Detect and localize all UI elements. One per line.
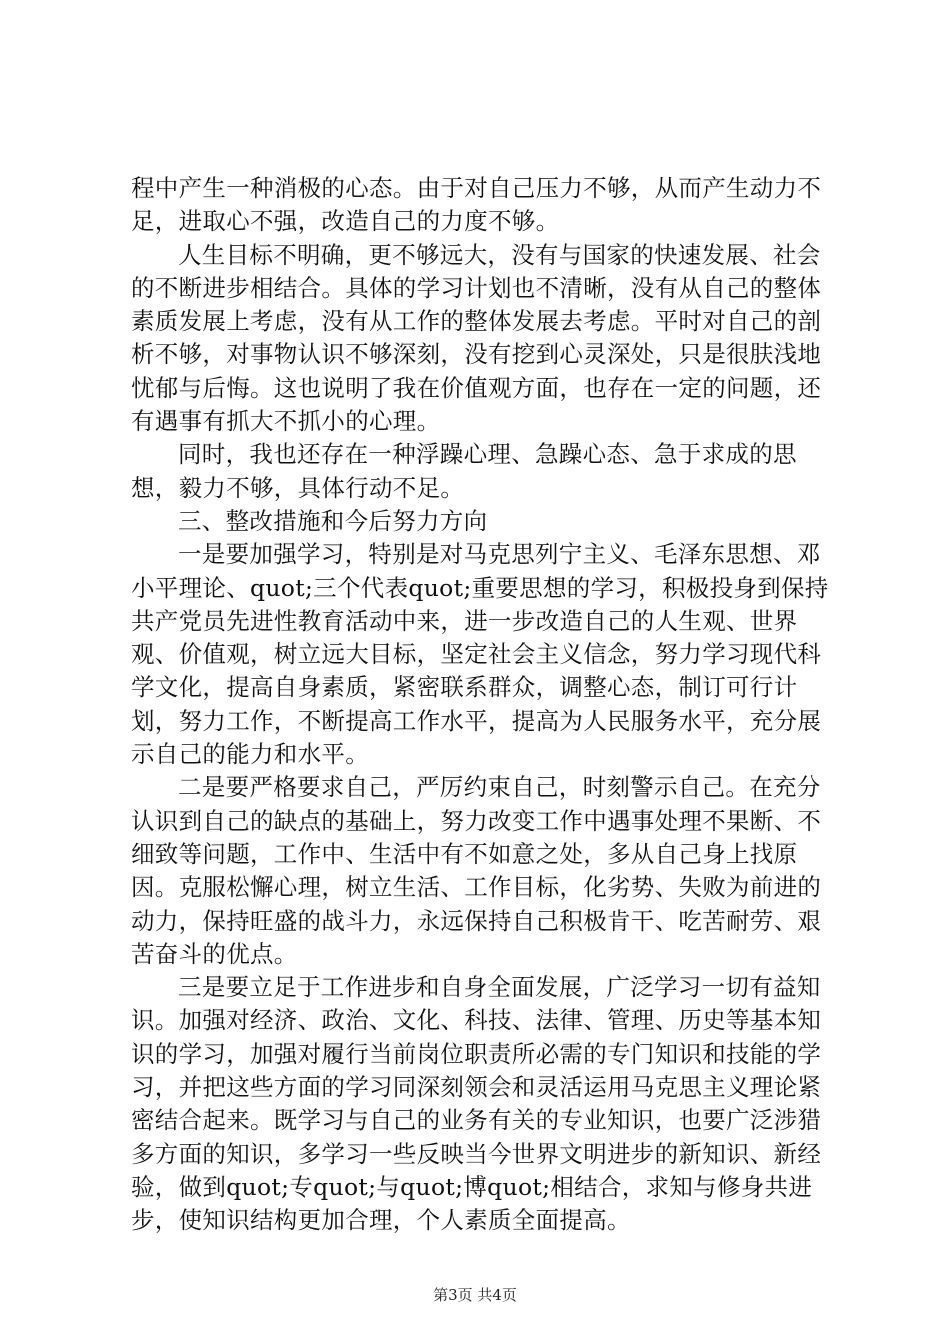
page-number: 第3页 共4页: [433, 1286, 517, 1304]
paragraph-4: 一是要加强学习，特别是对马克思列宁主义、毛泽东思想、邓小平理论、quot;三个代表quot;重要思想的学习，积极投身到保持共产党员先进性教育活动中来，进一步改造自己的人生观、世界观、价值观，树立远大目标，坚定社会主义信念，努力学习现代科学文化，提高自身素质，紧密联系群众，调整心态，制订可行计划，努力工作，不断提高工作水平，提高为人民服务水平，充分展示自己的能力和水平。: [131, 540, 829, 769]
page-footer: [0, 1285, 950, 1305]
paragraph-2: 人生目标不明确，更不够远大，没有与国家的快速发展、社会的不断进步相结合。具体的学习计划也不清晰，没有从自己的整体素质发展上考虑，没有从工作的整体发展去考虑。平时对自己的剖析不够，对事物认识不够深刻，没有挖到心灵深处，只是很肤浅地忧郁与后悔。这也说明了我在价值观方面，也存在一定的问题，还有遇事有抓大不抓小的心理。: [131, 240, 822, 436]
paragraph-1: 程中产生一种消极的心态。由于对自己压力不够，从而产生动力不足，进取心不强，改造自己的力度不够。: [131, 174, 822, 236]
paragraph-3: 同时，我也还存在一种浮躁心理、急躁心态、急于求成的思想，毅力不够，具体行动不足。: [131, 440, 797, 502]
paragraph-5: 二是要严格要求自己，严厉约束自己，时刻警示自己。在充分认识到自己的缺点的基础上，努力改变工作中遇事处理不果断、不细致等问题，工作中、生活中有不如意之处，多从自己身上找原因。克服松懈心理，树立生活、工作目标，化劣势、失败为前进的动力，保持旺盛的战斗力，永远保持自己积极肯干、吃苦耐劳、艰苦奋斗的优点。: [131, 773, 822, 968]
section-heading: 三、整改措施和今后努力方向: [178, 506, 488, 535]
document-body: [131, 172, 831, 1238]
paragraph-6: 三是要立足于工作进步和自身全面发展，广泛学习一切有益知识。加强对经济、政治、文化、科技、法律、管理、历史等基本知识的学习，加强对履行当前岗位职责所必需的专门知识和技能的学习，并把这些方面的学习同深刻领会和灵活运用马克思主义理论紧密结合起来。既学习与自己的业务有关的专业知识，也要广泛涉猎多方面的知识，多学习一些反映当今世界文明进步的新知识、新经验，做到quot;专quot;与quot;博quot;相结合，求知与修身共进步，使知识结构更加合理，个人素质全面提高。: [131, 973, 822, 1235]
